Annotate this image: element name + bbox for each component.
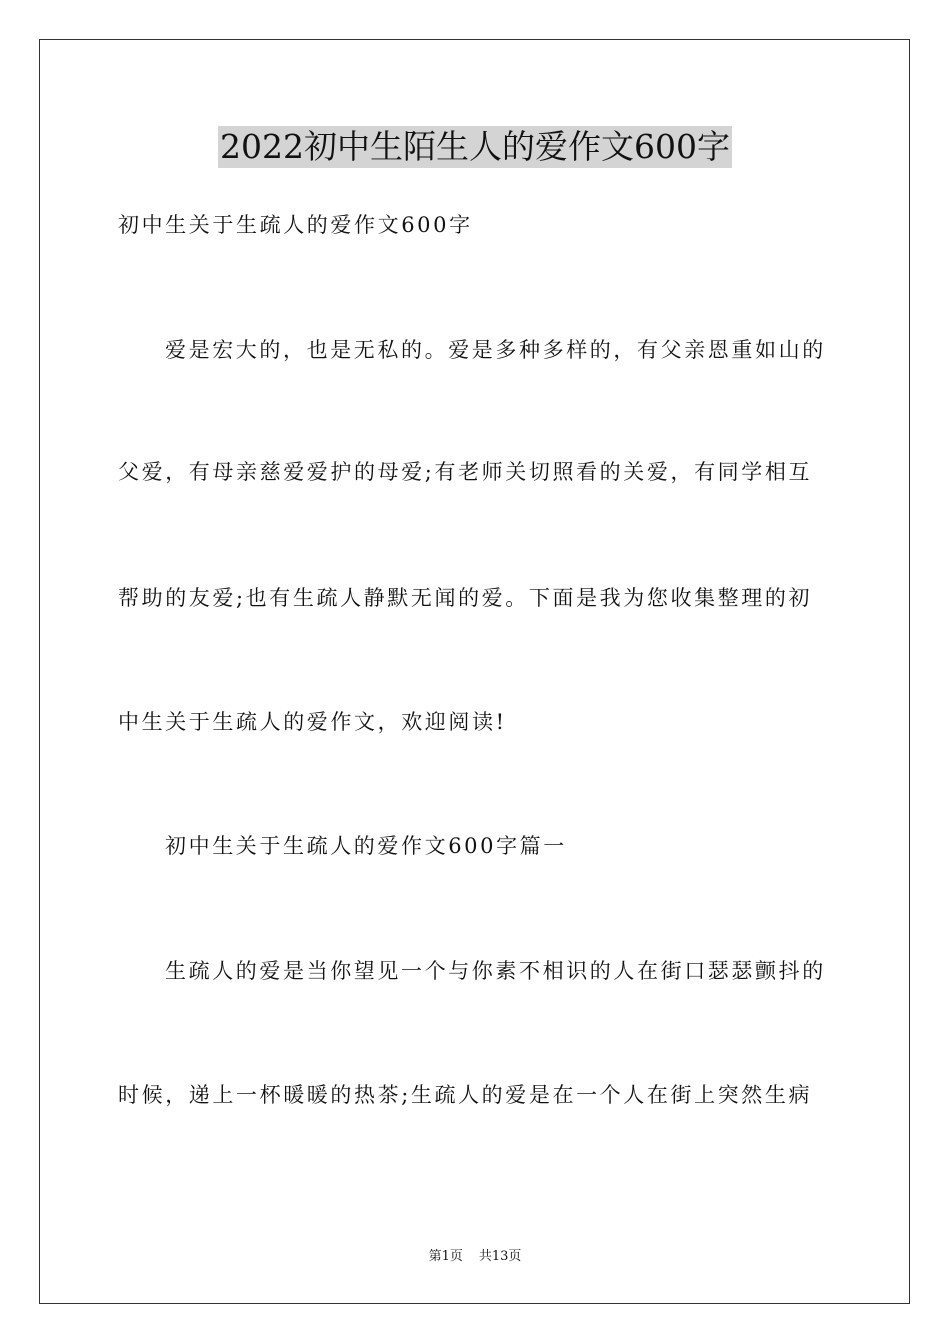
paragraph-2-line-1: 生疏人的爱是当你望见一个与你素不相识的人在街口瑟瑟颤抖的 (165, 959, 826, 983)
page-footer (0, 1248, 950, 1266)
section-heading: 初中生关于生疏人的爱作文600字篇一 (165, 834, 567, 858)
subtitle-line: 初中生关于生疏人的爱作文600字 (118, 213, 473, 237)
paragraph-2-line-2: 时候，递上一杯暖暖的热茶;生疏人的爱是在一个人在街上突然生病 (118, 1083, 813, 1107)
page-total: 共13页 (478, 1249, 522, 1264)
paragraph-1-line-4: 中生关于生疏人的爱作文，欢迎阅读! (118, 710, 507, 734)
paragraph-1-line-2: 父爱，有母亲慈爱爱护的母爱;有老师关切照看的关爱，有同学相互 (118, 460, 813, 484)
paragraph-1-line-1: 爱是宏大的，也是无私的。爱是多种多样的，有父亲恩重如山的 (165, 338, 826, 362)
title-container (0, 126, 950, 168)
document-title: 2022初中生陌生人的爱作文600字 (220, 127, 730, 166)
page-number: 第1页 (428, 1249, 463, 1264)
paragraph-1-line-3: 帮助的友爱;也有生疏人静默无闻的爱。下面是我为您收集整理的初 (118, 586, 813, 610)
